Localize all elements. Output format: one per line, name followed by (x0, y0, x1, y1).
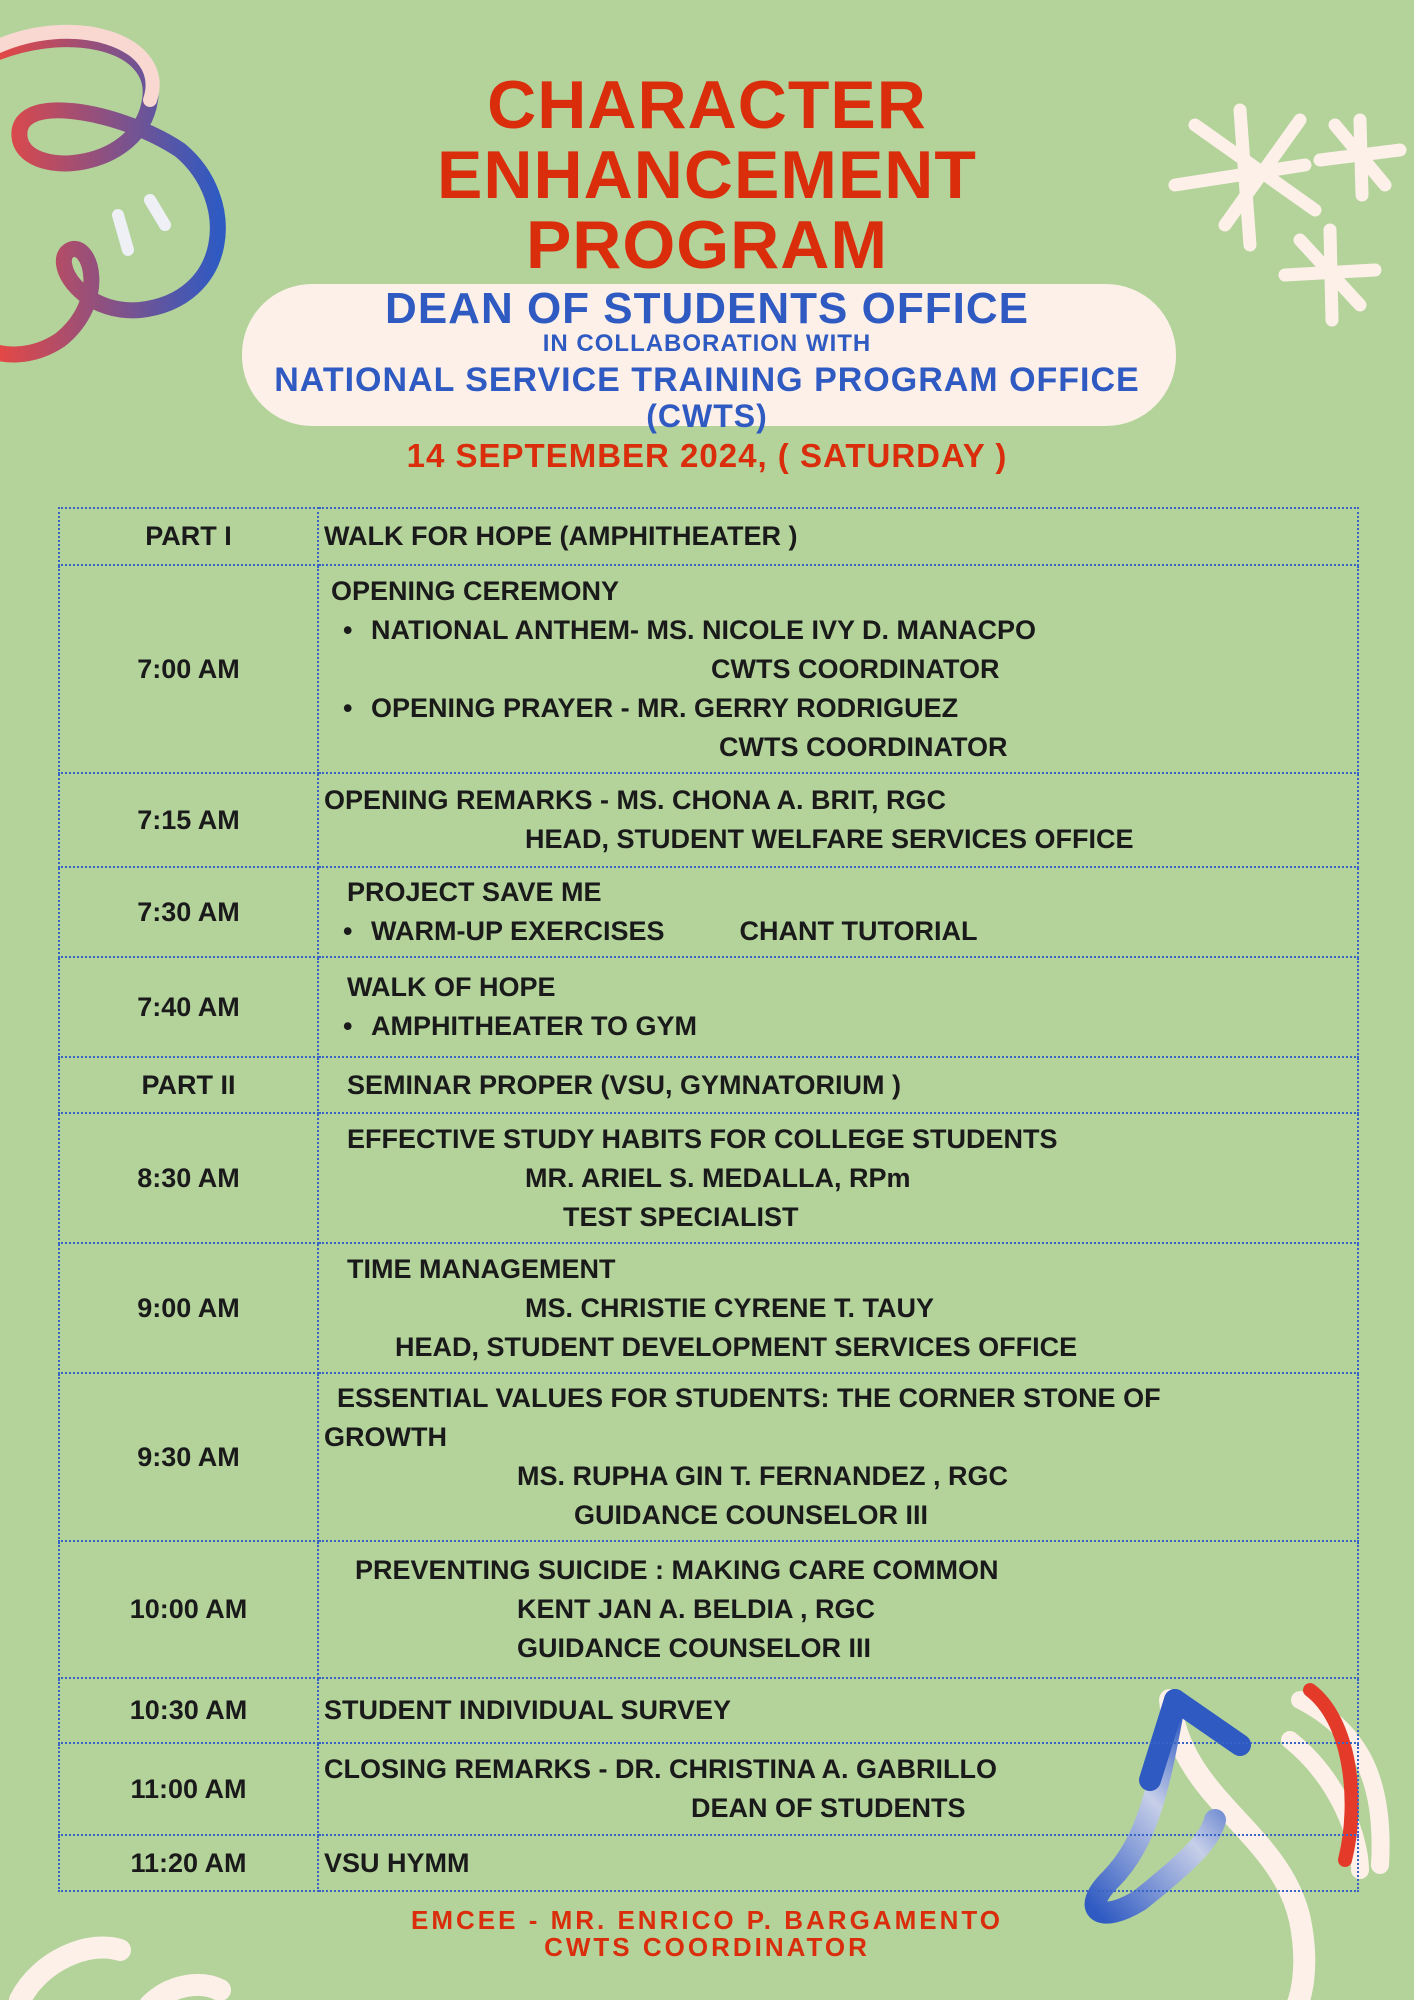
schedule-line: • NATIONAL ANTHEM- MS. NICOLE IVY D. MANACPO (319, 611, 1357, 650)
schedule-row (59, 1113, 1358, 1243)
schedule-row (59, 508, 1358, 565)
schedule-row (59, 1057, 1358, 1113)
schedule-line: PROJECT SAVE ME (347, 877, 602, 907)
schedule-line: • AMPHITHEATER TO GYM (319, 1007, 1357, 1046)
schedule-time: 8:30 AM (59, 1113, 318, 1243)
schedule-details (318, 1057, 1358, 1113)
schedule-line: GUIDANCE COUNSELOR III (574, 1500, 929, 1530)
schedule-details (318, 773, 1358, 867)
schedule-time: 7:00 AM (59, 565, 318, 773)
schedule-time: PART II (59, 1057, 318, 1113)
organizer-name: DEAN OF STUDENTS OFFICE (385, 284, 1029, 333)
schedule-row (59, 957, 1358, 1057)
schedule-line: CWTS COORDINATOR (711, 653, 1000, 684)
schedule-line: MS. RUPHA GIN T. FERNANDEZ , RGC (517, 1461, 1009, 1491)
program-title-line-1: CHARACTER (487, 67, 927, 143)
schedule-line: OPENING CEREMONY (331, 575, 620, 606)
schedule-time: PART I (59, 508, 318, 565)
schedule-row (59, 565, 1358, 773)
event-date: 14 SEPTEMBER 2024, ( SATURDAY ) (406, 437, 1008, 474)
program-title-line-3: PROGRAM (525, 207, 889, 283)
schedule-line: DEAN OF STUDENTS (691, 1793, 966, 1823)
schedule-row (59, 773, 1358, 867)
collaboration-label: IN COLLABORATION WITH (542, 330, 872, 357)
schedule-line: EFFECTIVE STUDY HABITS FOR COLLEGE STUDENTS (347, 1123, 1058, 1154)
schedule-details (318, 1373, 1358, 1541)
schedule-line: PREVENTING SUICIDE : MAKING CARE COMMON (355, 1555, 999, 1585)
schedule-details (318, 1113, 1358, 1243)
schedule-line: SEMINAR PROPER (VSU, GYMNATORIUM ) (347, 1069, 902, 1100)
schedule-line: CWTS COORDINATOR (719, 731, 1008, 762)
schedule-line: WALK FOR HOPE (AMPHITHEATER ) (324, 521, 798, 551)
schedule-row (59, 1373, 1358, 1541)
program-title-line-2: ENHANCEMENT (437, 137, 977, 213)
schedule-table (58, 507, 1359, 1892)
schedule-line: OPENING REMARKS - MS. CHONA A. BRIT, RGC (324, 785, 947, 815)
schedule-time: 11:00 AM (59, 1743, 318, 1835)
schedule-line: KENT JAN A. BELDIA , RGC (517, 1594, 876, 1624)
schedule-details (318, 1678, 1358, 1743)
schedule-details (318, 867, 1358, 957)
schedule-details (318, 1743, 1358, 1835)
schedule-details (318, 565, 1358, 773)
schedule-row (59, 1743, 1358, 1835)
schedule-line: CLOSING REMARKS - DR. CHRISTINA A. GABRILLO (324, 1754, 997, 1784)
schedule-details (318, 957, 1358, 1057)
schedule-time: 11:20 AM (59, 1835, 318, 1891)
schedule-time: 10:30 AM (59, 1678, 318, 1743)
schedule-line: ESSENTIAL VALUES FOR STUDENTS: THE CORNER STONE OF (337, 1383, 1161, 1413)
schedule-line: GUIDANCE COUNSELOR III (517, 1633, 872, 1663)
schedule-line: MS. CHRISTIE CYRENE T. TAUY (525, 1292, 935, 1323)
schedule-details (318, 1835, 1358, 1891)
schedule-details (318, 1541, 1358, 1678)
schedule-line: GROWTH (324, 1422, 447, 1452)
schedule-row (59, 1678, 1358, 1743)
schedule-details (318, 508, 1358, 565)
schedule-row (59, 1835, 1358, 1891)
schedule-row (59, 1541, 1358, 1678)
schedule-time: 10:00 AM (59, 1541, 318, 1678)
schedule-time: 7:40 AM (59, 957, 318, 1057)
schedule-line: • WARM-UP EXERCISES CHANT TUTORIAL (319, 912, 1357, 951)
schedule-line: STUDENT INDIVIDUAL SURVEY (324, 1695, 732, 1725)
emcee-role: CWTS COORDINATOR (544, 1932, 870, 1962)
schedule-row (59, 1243, 1358, 1373)
schedule-line: HEAD, STUDENT DEVELOPMENT SERVICES OFFICE (395, 1331, 1078, 1362)
schedule-line: HEAD, STUDENT WELFARE SERVICES OFFICE (525, 824, 1134, 854)
schedule-row (59, 867, 1358, 957)
schedule-time: 9:30 AM (59, 1373, 318, 1541)
schedule-line: TEST SPECIALIST (563, 1201, 799, 1232)
schedule-time: 7:15 AM (59, 773, 318, 867)
partner-name: NATIONAL SERVICE TRAINING PROGRAM OFFICE (274, 361, 1140, 399)
schedule-line: • OPENING PRAYER - MR. GERRY RODRIGUEZ (319, 689, 1357, 728)
schedule-time: 7:30 AM (59, 867, 318, 957)
schedule-details (318, 1243, 1358, 1373)
schedule-line: VSU HYMM (324, 1847, 470, 1878)
schedule-line: WALK OF HOPE (347, 972, 556, 1002)
partner-short-name: (CWTS) (646, 398, 768, 434)
schedule-line: TIME MANAGEMENT (347, 1253, 616, 1284)
schedule-time: 9:00 AM (59, 1243, 318, 1373)
schedule-line: MR. ARIEL S. MEDALLA, RPm (525, 1162, 911, 1193)
emcee-name: EMCEE - MR. ENRICO P. BARGAMENTO (411, 1905, 1003, 1935)
